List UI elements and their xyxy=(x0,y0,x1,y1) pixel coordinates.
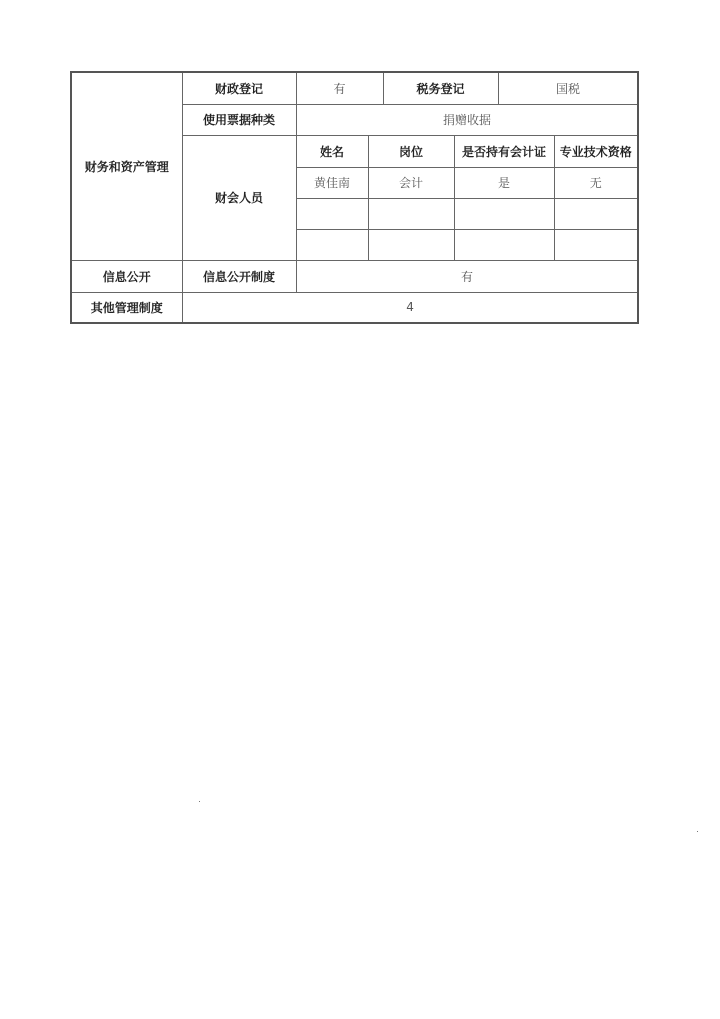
staff-certificate-cell: 是 xyxy=(454,167,554,198)
staff-certificate-cell xyxy=(454,229,554,260)
fiscal-registration-value: 有 xyxy=(296,72,383,104)
disclosure-policy-value: 有 xyxy=(296,260,638,292)
finance-info-table xyxy=(70,71,639,324)
other-policy-label: 其他管理制度 xyxy=(71,292,182,323)
staff-position-cell xyxy=(368,229,454,260)
staff-name-cell xyxy=(296,229,368,260)
disclosure-row xyxy=(71,260,638,292)
invoice-type-value: 捐赠收据 xyxy=(296,104,638,135)
finance-section-label: 财务和资产管理 xyxy=(71,72,182,260)
staff-name-cell xyxy=(296,198,368,229)
staff-header-position: 岗位 xyxy=(368,135,454,167)
tax-registration-value: 国税 xyxy=(498,72,638,104)
disclosure-policy-label: 信息公开制度 xyxy=(182,260,296,292)
staff-header-name: 姓名 xyxy=(296,135,368,167)
staff-position-cell xyxy=(368,198,454,229)
staff-header-certificate: 是否持有会计证 xyxy=(454,135,554,167)
staff-position-cell: 会计 xyxy=(368,167,454,198)
staff-header-qualification: 专业技术资格 xyxy=(554,135,638,167)
fiscal-registration-row xyxy=(71,72,638,104)
scan-speck xyxy=(199,801,200,802)
staff-qualification-cell xyxy=(554,229,638,260)
scan-speck xyxy=(697,831,698,832)
staff-qualification-cell xyxy=(554,198,638,229)
fiscal-registration-label: 财政登记 xyxy=(182,72,296,104)
other-policy-row xyxy=(71,292,638,323)
staff-certificate-cell xyxy=(454,198,554,229)
staff-qualification-cell: 无 xyxy=(554,167,638,198)
invoice-type-label: 使用票据种类 xyxy=(182,104,296,135)
disclosure-section-label: 信息公开 xyxy=(71,260,182,292)
other-policy-value: 4 xyxy=(182,292,638,323)
tax-registration-label: 税务登记 xyxy=(383,72,498,104)
accounting-staff-label: 财会人员 xyxy=(182,135,296,260)
staff-name-cell: 黄佳南 xyxy=(296,167,368,198)
